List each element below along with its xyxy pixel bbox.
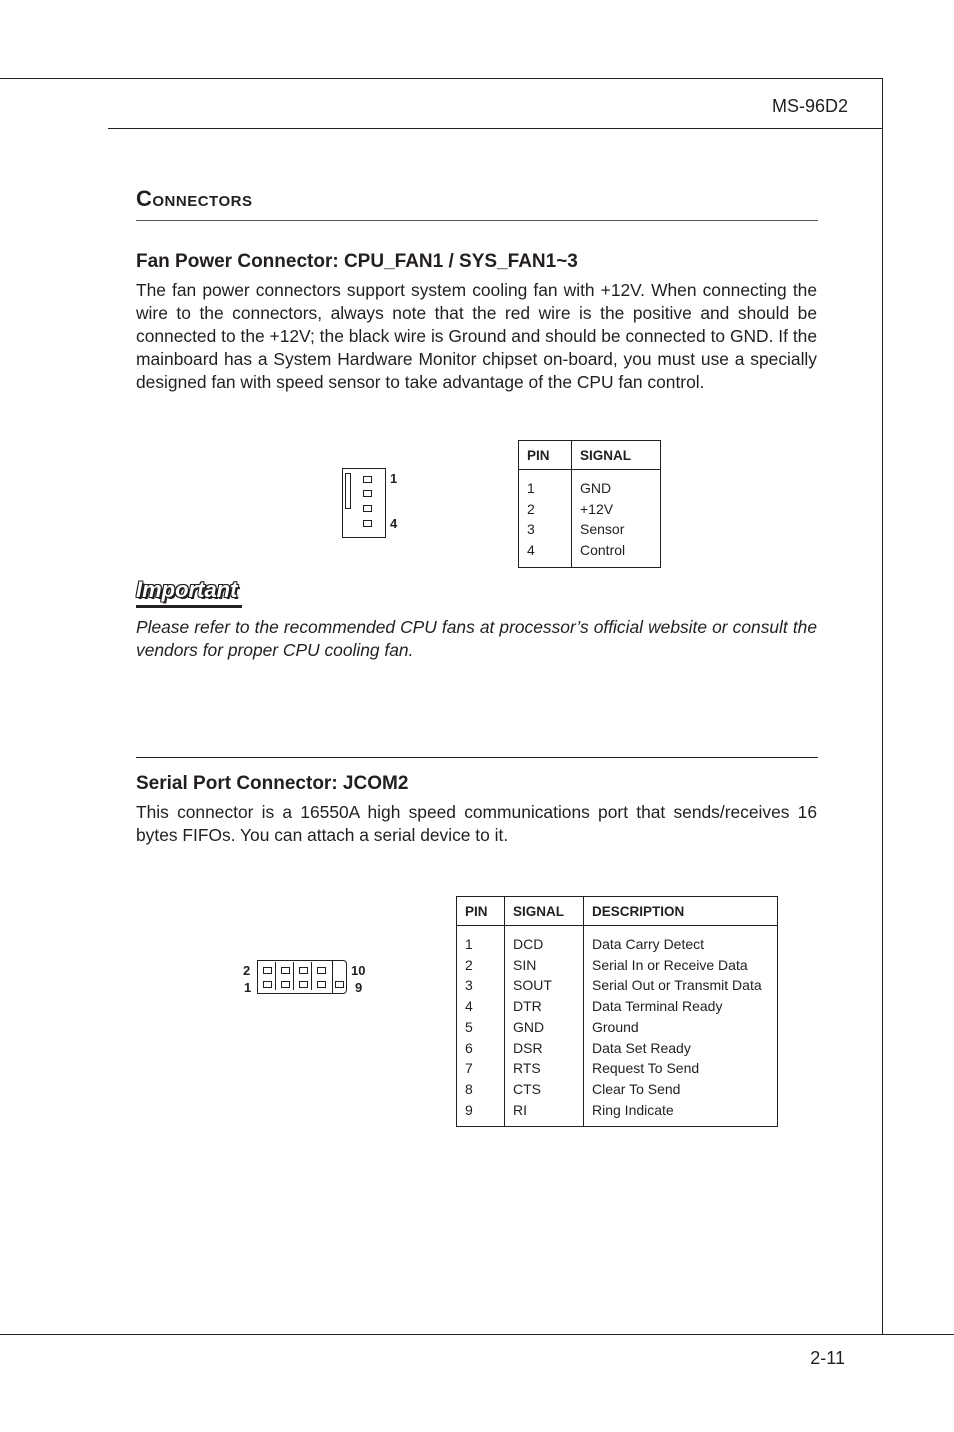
model-number: MS-96D2: [771, 96, 848, 116]
pin-column: [519, 470, 572, 568]
serial-pin: [317, 981, 326, 988]
pin-description: Ring Indicate: [592, 1101, 674, 1118]
fan-pin: [363, 490, 372, 497]
top-rule: [0, 78, 883, 79]
signal-column: [505, 926, 584, 1127]
serial-pin-label-9: 9: [355, 980, 363, 995]
pin-signal: DTR: [513, 998, 542, 1015]
serial-connector-diagram: [257, 960, 347, 994]
serial-pin: [299, 967, 308, 974]
bottom-rule: [0, 1334, 954, 1335]
serial-pin: [335, 981, 344, 988]
pin-signal: CTS: [513, 1080, 541, 1097]
signal-column: [572, 470, 661, 568]
column-header: PIN: [519, 441, 572, 470]
serial-pin-table: [456, 896, 778, 1127]
fan-heading: Fan Power Connector: CPU_FAN1 / SYS_FAN1~3: [136, 251, 578, 272]
table-row: [457, 926, 778, 1127]
pin-signal: DCD: [513, 936, 544, 952]
serial-pin: [299, 981, 308, 988]
important-label: Important: [136, 577, 238, 602]
pin-description: Data Carry Detect: [592, 936, 705, 952]
section-title: Connectors: [136, 186, 253, 211]
connector-key-gap: [331, 960, 347, 994]
pin-description: Serial In or Receive Data: [592, 956, 748, 973]
divider-rule: [136, 757, 818, 758]
pin-number: 3: [465, 977, 473, 994]
pin-signal: RTS: [513, 1060, 541, 1077]
pin-number: 3: [527, 521, 535, 538]
column-header: SIGNAL: [505, 897, 584, 926]
serial-pin-label-1: 1: [244, 980, 252, 995]
pin-description: Clear To Send: [592, 1080, 681, 1097]
pin-signal: SOUT: [513, 977, 552, 994]
fan-description: The fan power connectors support system cooling fan with +12V. When connecting the wire to the connectors, always note that the red wire is the positive and should be connected to the +12V; the black wire is Ground and should be connected to GND. If the mainboard has a System Hardware Monitor chipset on-board, you must use a specially designed fan with speed sensor to take advantage of the CPU fan control.: [136, 280, 817, 392]
pin-description: Data Set Ready: [592, 1039, 691, 1056]
table-row: [519, 470, 661, 568]
pin-separator: [275, 962, 276, 990]
pin-number: 7: [465, 1060, 473, 1077]
serial-pin: [263, 967, 272, 974]
fan-pin-table: [518, 440, 661, 568]
pin-number: 5: [465, 1018, 473, 1035]
page-number: 2-11: [810, 1348, 845, 1368]
pin-description: Request To Send: [592, 1060, 700, 1077]
serial-pin-label-2: 2: [243, 963, 251, 978]
serial-pin: [281, 981, 290, 988]
pin-signal: RI: [513, 1101, 527, 1118]
pin-number: 2: [527, 500, 535, 517]
serial-pin: [263, 981, 272, 988]
pin-signal: GND: [580, 480, 612, 496]
pin-number: 9: [465, 1101, 473, 1118]
header-rule: [108, 128, 883, 129]
pin-signal: SIN: [513, 956, 537, 973]
pin-signal: +12V: [580, 500, 614, 517]
pin-signal: DSR: [513, 1039, 543, 1056]
pin-number: 1: [465, 936, 473, 952]
fan-pin-label-4: 4: [390, 516, 398, 531]
pin-separator: [311, 962, 312, 990]
pin-signal: Sensor: [580, 521, 625, 538]
pin-number: 4: [527, 542, 535, 559]
connector-key: [345, 473, 351, 509]
fan-pin: [363, 520, 372, 527]
right-rule: [882, 78, 883, 1335]
important-underline: [136, 605, 242, 608]
fan-connector-diagram: [342, 468, 386, 538]
pin-number: 6: [465, 1039, 473, 1056]
pin-number: 4: [465, 998, 473, 1015]
serial-pin-label-10: 10: [351, 963, 366, 978]
pin-column: [457, 926, 505, 1127]
section-rule: [136, 220, 818, 221]
pin-description: Serial Out or Transmit Data: [592, 977, 762, 994]
column-header: SIGNAL: [572, 441, 661, 470]
serial-pin: [317, 967, 326, 974]
pin-description: Ground: [592, 1018, 639, 1035]
serial-heading: Serial Port Connector: JCOM2: [136, 773, 409, 794]
pin-signal: GND: [513, 1018, 545, 1035]
pin-number: 2: [465, 956, 473, 973]
column-header: PIN: [457, 897, 505, 926]
pin-separator: [293, 962, 294, 990]
pin-number: 8: [465, 1080, 473, 1097]
column-header: DESCRIPTION: [584, 897, 778, 926]
important-text: Please refer to the recommended CPU fans at processor’s official website or consult the vendors for proper CPU cooling fan.: [136, 617, 817, 660]
serial-pin: [281, 967, 290, 974]
fan-pin: [363, 505, 372, 512]
fan-pin-label-1: 1: [390, 471, 398, 486]
serial-description: This connector is a 16550A high speed communications port that sends/receives 16 bytes FIFOs. You can attach a serial device to it.: [136, 802, 817, 845]
description-column: [584, 926, 778, 1127]
pin-signal: Control: [580, 542, 626, 559]
pin-number: 1: [527, 480, 535, 496]
fan-pin: [363, 476, 372, 483]
pin-description: Data Terminal Ready: [592, 998, 723, 1015]
connector-shroud: [257, 960, 333, 994]
